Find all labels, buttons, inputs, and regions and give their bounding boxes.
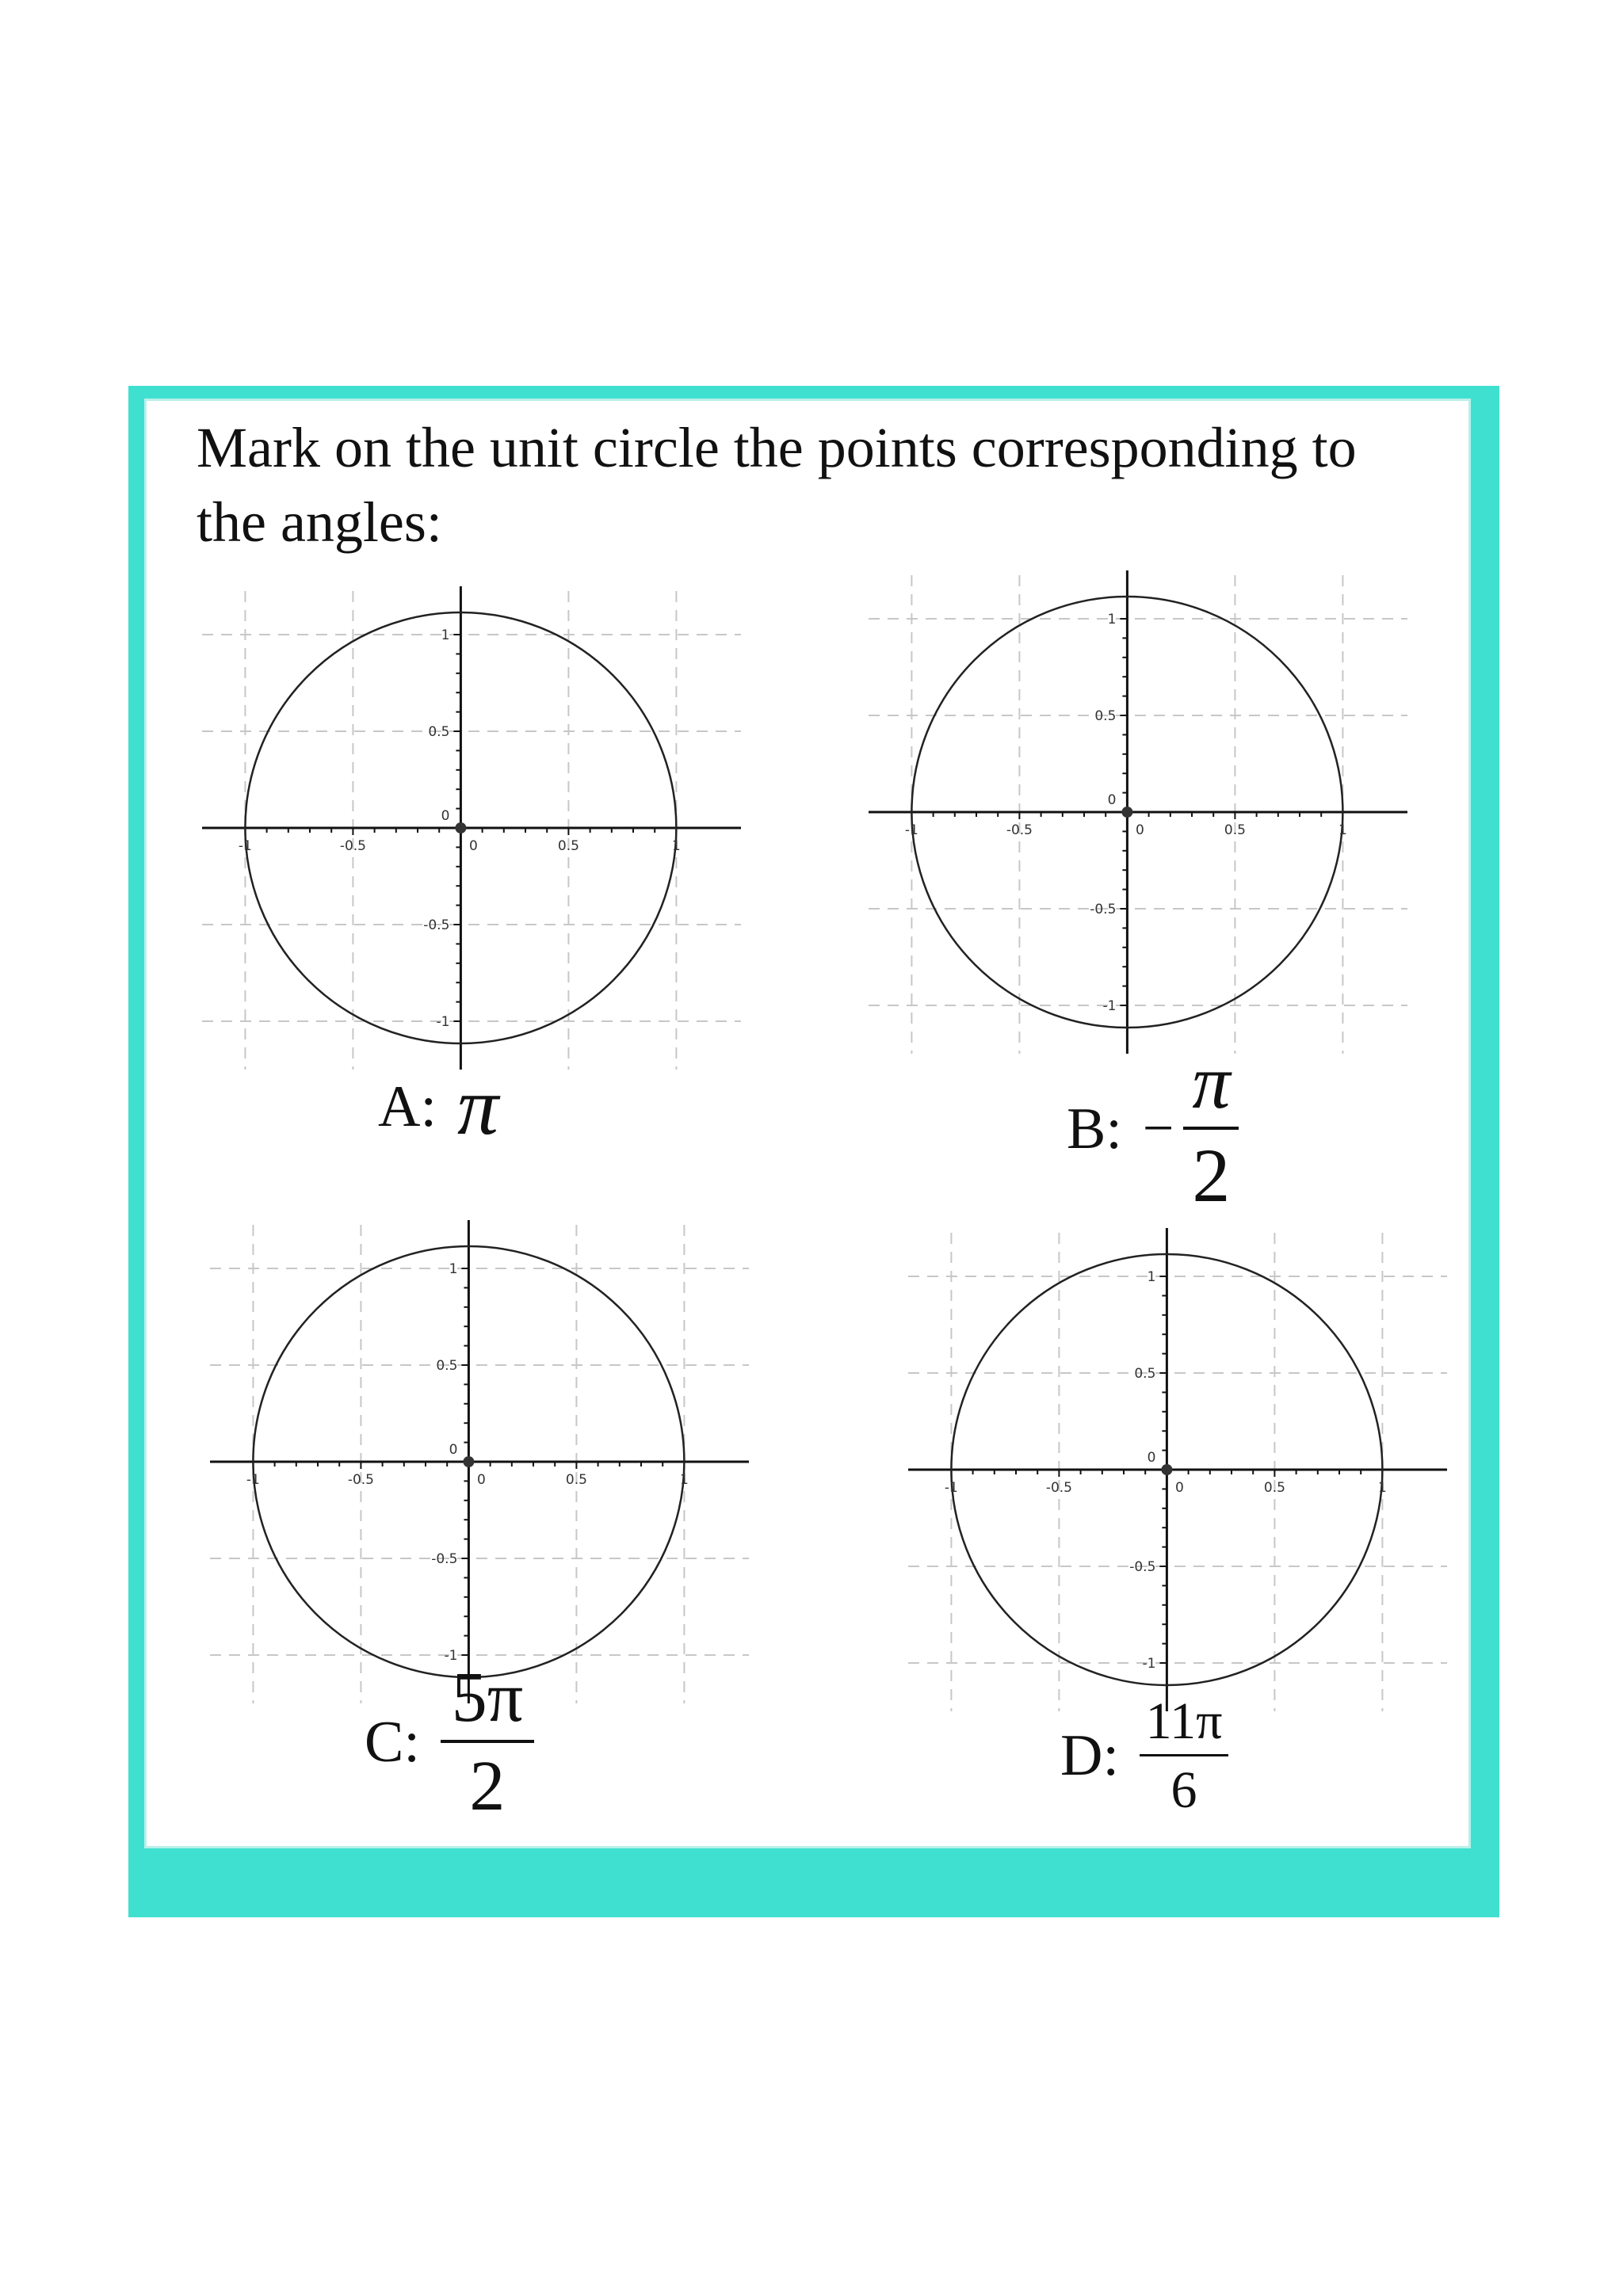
angle-label-c <box>365 1658 534 1825</box>
fraction-bar <box>441 1740 534 1743</box>
minus-sign: − <box>1142 1098 1174 1159</box>
x-tick-label: -0.5 <box>1006 822 1033 838</box>
angle-fraction <box>1140 1692 1228 1819</box>
x-tick-label: 1 <box>671 838 681 854</box>
problem-letter: C: <box>365 1709 420 1775</box>
instruction-text <box>197 410 1465 559</box>
x-tick-label: -0.5 <box>347 1472 374 1488</box>
y-tick-label: -1 <box>1142 1656 1156 1672</box>
x-tick-label: 0 <box>1174 1480 1184 1496</box>
y-tick-label: 1 <box>1147 1269 1156 1285</box>
y-tick-label: 1 <box>1107 612 1117 627</box>
x-tick-label: 1 <box>1377 1480 1387 1496</box>
y-tick-label: 0 <box>1107 792 1117 808</box>
fraction-denominator: 2 <box>1192 1133 1231 1218</box>
instruction-line-1: Mark on the unit circle the points corresponding to <box>197 416 1357 479</box>
x-tick-label: 1 <box>1338 822 1347 838</box>
x-tick-label: 1 <box>679 1472 689 1488</box>
unit-circle-plot-c[interactable] <box>210 1220 749 1703</box>
y-tick-label: -0.5 <box>1090 902 1117 917</box>
fraction-numerator: 5π <box>451 1658 524 1737</box>
unit-circle-plot-b[interactable] <box>869 570 1407 1054</box>
x-tick-label: -1 <box>904 822 918 838</box>
x-tick-label: 0 <box>1135 822 1144 838</box>
x-tick-label: -1 <box>944 1480 958 1496</box>
origin-point <box>1161 1464 1172 1475</box>
angle-value: π <box>457 1061 499 1152</box>
angle-fraction <box>1183 1039 1239 1218</box>
problem-letter: D: <box>1060 1723 1119 1788</box>
x-tick-label: 0.5 <box>1263 1480 1285 1496</box>
y-tick-label: 1 <box>449 1261 458 1277</box>
y-tick-label: 0.5 <box>1134 1366 1156 1382</box>
unit-circle-plot-a[interactable] <box>202 586 741 1070</box>
origin-point <box>463 1456 474 1467</box>
x-tick-label: -1 <box>246 1472 260 1488</box>
angle-fraction <box>441 1658 534 1825</box>
x-tick-label: -0.5 <box>339 838 366 854</box>
problem-letter: A: <box>378 1074 437 1139</box>
fraction-bar <box>1140 1754 1228 1756</box>
y-tick-label: -1 <box>1102 998 1117 1014</box>
y-tick-label: 0.5 <box>428 724 450 740</box>
x-tick-label: 0 <box>476 1472 486 1488</box>
y-tick-label: 0.5 <box>1094 708 1117 724</box>
angle-label-b <box>1067 1039 1239 1218</box>
x-tick-label: 0 <box>468 838 478 854</box>
y-tick-label: 0 <box>1147 1450 1156 1466</box>
x-tick-label: -1 <box>238 838 252 854</box>
x-tick-label: 0.5 <box>565 1472 587 1488</box>
y-tick-label: 0 <box>441 808 450 824</box>
fraction-numerator: 11π <box>1145 1692 1223 1750</box>
fraction-denominator: 2 <box>469 1747 506 1825</box>
angle-label-a <box>378 1061 499 1152</box>
y-tick-label: -1 <box>436 1014 450 1030</box>
x-tick-label: 0.5 <box>557 838 579 854</box>
y-tick-label: -0.5 <box>423 917 450 933</box>
x-tick-label: 0.5 <box>1224 822 1246 838</box>
y-tick-label: 0.5 <box>436 1358 458 1374</box>
instruction-line-2: the angles: <box>197 490 442 554</box>
origin-point <box>1121 807 1132 818</box>
y-tick-label: -0.5 <box>1129 1559 1156 1575</box>
y-tick-label: -0.5 <box>431 1551 458 1567</box>
y-tick-label: 1 <box>441 627 450 643</box>
fraction-denominator: 6 <box>1170 1761 1197 1819</box>
x-tick-label: -0.5 <box>1045 1480 1072 1496</box>
fraction-bar <box>1183 1127 1239 1130</box>
fraction-numerator: π <box>1192 1039 1231 1124</box>
y-tick-label: -1 <box>444 1648 458 1664</box>
unit-circle-plot-d[interactable] <box>908 1228 1447 1711</box>
y-tick-label: 0 <box>449 1442 458 1458</box>
problem-letter: B: <box>1067 1096 1122 1161</box>
origin-point <box>455 822 466 833</box>
angle-label-d <box>1060 1692 1228 1819</box>
